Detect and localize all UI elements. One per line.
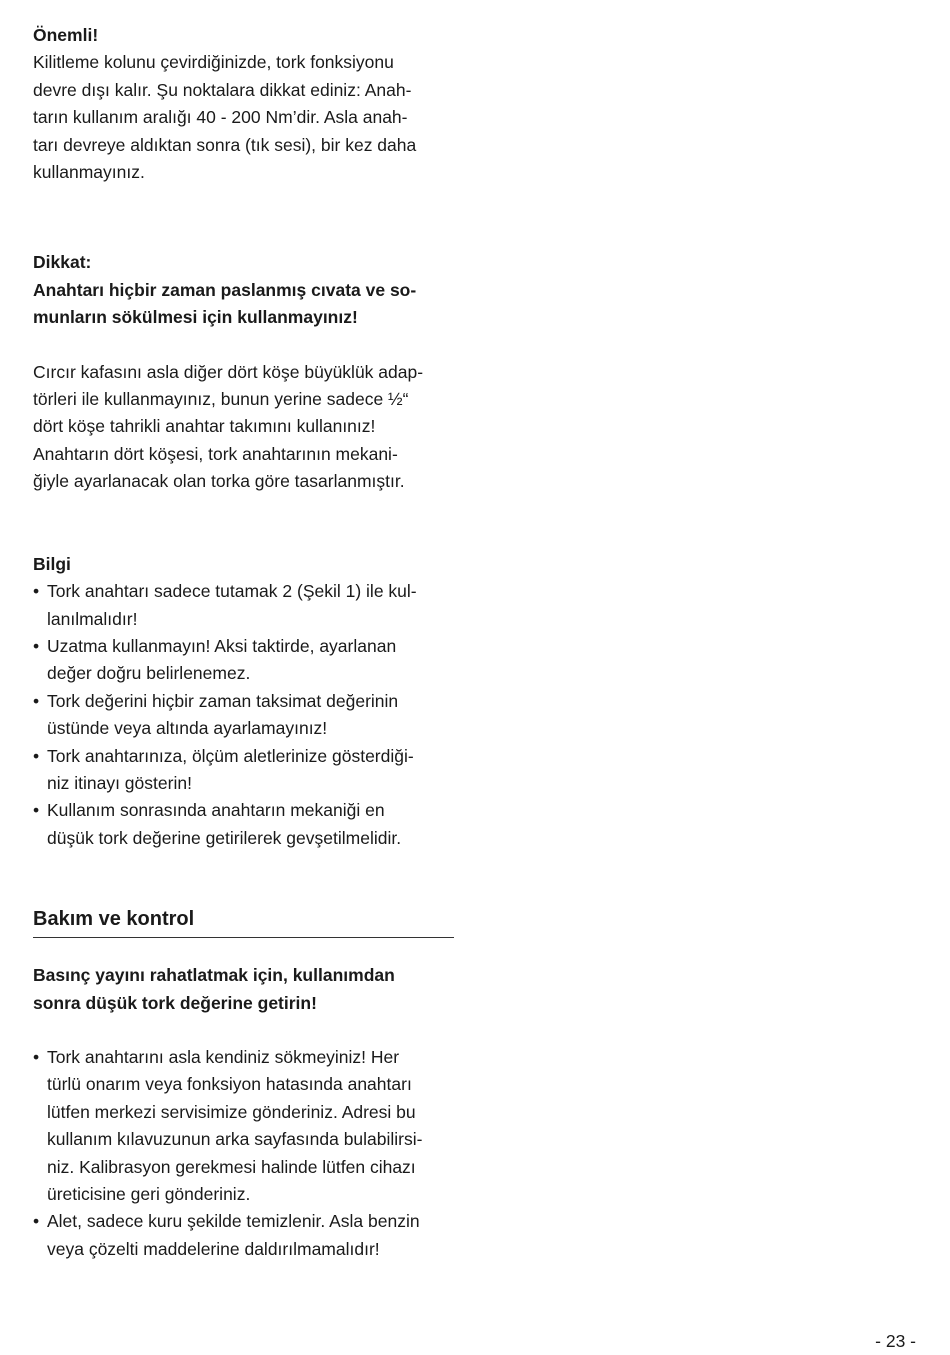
list-item [33, 578, 465, 633]
onemli-block [33, 22, 465, 186]
list-item-line: kullanım kılavuzunun arka sayfasında bulabilirsi- [47, 1129, 423, 1150]
list-item-line: niz itinayı gösterin! [47, 772, 192, 793]
list-item-line: değer doğru belirlenemez. [47, 663, 251, 684]
list-item-line: Alet, sadece kuru şekilde temizlenir. Asla benzin [47, 1211, 420, 1232]
list-item-line: üreticisine geri gönderiniz. [47, 1184, 251, 1204]
section-heading: Bakım ve kontrol [33, 904, 454, 938]
list-item [33, 743, 465, 798]
bakim-warning-line: sonra düşük tork değerine getirin! [33, 992, 317, 1013]
list-item [33, 1208, 465, 1263]
list-item-line: türlü onarım veya fonksiyon hatasında anahtarı [47, 1074, 412, 1095]
dikkat-line: Anahtarın dört köşesi, tork anahtarının mekani- [33, 443, 398, 464]
bullet-icon: • [33, 1211, 40, 1232]
list-item-line: Kullanım sonrasında anahtarın mekaniği en [47, 800, 385, 821]
bullet-icon: • [33, 1046, 40, 1067]
dikkat-line: ğiyle ayarlanacak olan torka göre tasarlanmıştır. [33, 471, 405, 492]
bilgi-list [33, 578, 465, 852]
dikkat-heading: Dikkat: [33, 252, 92, 273]
list-item-line: lütfen merkezi servisimize gönderiniz. Adresi bu [47, 1101, 416, 1122]
bilgi-block [33, 551, 465, 852]
list-item-line: Tork değerini hiçbir zaman taksimat değerinin [47, 690, 399, 711]
list-item-line: lanılmalıdır! [47, 608, 138, 629]
dikkat-paragraph [33, 359, 465, 496]
list-item-line: niz. Kalibrasyon gerekmesi halinde lütfen cihazı [47, 1156, 416, 1177]
list-item-line: Tork anahtarınıza, ölçüm aletlerinize gösterdiği- [47, 745, 414, 766]
bullet-icon: • [33, 745, 40, 766]
onemli-line: Kilitleme kolunu çevirdiğinizde, tork fonksiyonu [33, 52, 394, 73]
onemli-line: devre dışı kalır. Şu noktalara dikkat ediniz: Anah- [33, 79, 412, 100]
bullet-icon: • [33, 581, 40, 602]
bullet-icon: • [33, 635, 40, 656]
dikkat-line: dört köşe tahrikli anahtar takımını kullanınız! [33, 416, 376, 437]
page-number: - 23 - [875, 1331, 916, 1351]
dikkat-line: Cırcır kafasını asla diğer dört köşe büyüklük adap- [33, 361, 424, 382]
bullet-icon: • [33, 690, 40, 711]
dikkat-line: törleri ile kullanmayınız, bunun yerine sadece ½“ [33, 389, 409, 410]
list-item-line: Tork anahtarını asla kendiniz sökmeyiniz! Her [47, 1046, 400, 1067]
list-item-line: üstünde veya altında ayarlamayınız! [47, 718, 328, 739]
list-item [33, 633, 465, 688]
bilgi-heading: Bilgi [33, 553, 71, 574]
onemli-line: kullanmayınız. [33, 162, 145, 183]
bakim-warning-line: Basınç yayını rahatlatmak için, kullanımdan [33, 965, 395, 986]
bullet-icon: • [33, 800, 40, 821]
list-item [33, 1044, 465, 1208]
dikkat-warning-line: Anahtarı hiçbir zaman paslanmış cıvata ve so- [33, 279, 417, 300]
bakim-block [33, 904, 465, 1263]
bakim-warning [33, 962, 465, 1017]
dikkat-block [33, 249, 465, 495]
bakim-list [33, 1044, 465, 1263]
list-item-line: veya çözelti maddelerine daldırılmamalıdır! [47, 1238, 380, 1259]
content-column [33, 22, 465, 1263]
dikkat-warning-line: munların sökülmesi için kullanmayınız! [33, 307, 358, 328]
list-item-line: düşük tork değerine getirilerek gevşetilmelidir. [47, 827, 402, 848]
list-item-line: Uzatma kullanmayın! Aksi taktirde, ayarlanan [47, 635, 397, 656]
onemli-line: tarı devreye aldıktan sonra (tık sesi), bir kez daha [33, 134, 417, 155]
list-item [33, 797, 465, 852]
onemli-line: tarın kullanım aralığı 40 - 200 Nm’dir. Asla anah- [33, 107, 408, 128]
onemli-heading: Önemli! [33, 25, 99, 45]
list-item [33, 688, 465, 743]
list-item-line: Tork anahtarı sadece tutamak 2 (Şekil 1) ile kul- [47, 581, 417, 602]
